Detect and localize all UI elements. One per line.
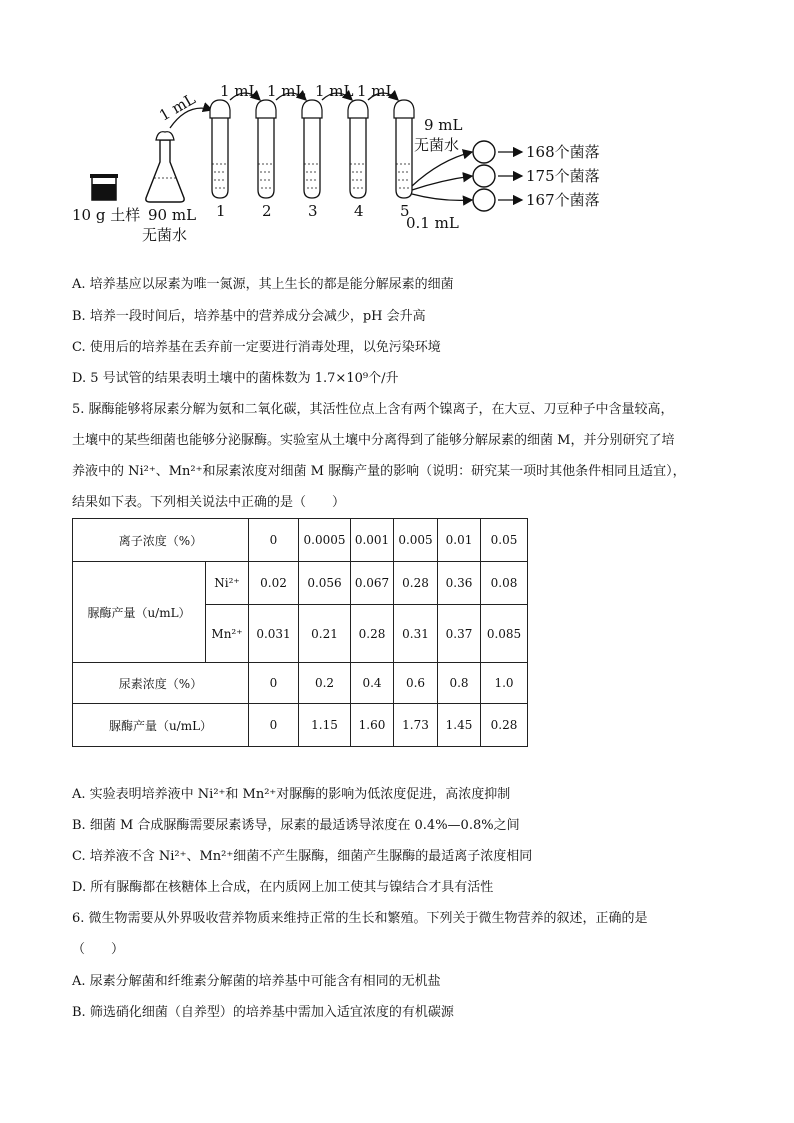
q5-stem-line-1: 5. 脲酶能够将尿素分解为氨和二氧化碳，其活性位点上含有两个镍离子，在大豆、刀豆种子中含量较高，	[72, 402, 674, 417]
table-cell: 1.0	[481, 663, 528, 704]
tube-number-2: 2	[262, 202, 272, 220]
plating-arrows	[412, 152, 472, 200]
water-volume-label: 9 mL	[424, 116, 463, 134]
q5-option-a: A. 实验表明培养液中 Ni²⁺和 Mn²⁺对脲酶的影响为低浓度促进，高浓度抑制	[72, 787, 511, 802]
table-cell: 0.4	[351, 663, 394, 704]
transfer-label-2: 1 mL	[267, 82, 306, 100]
table-cell: 0.005	[394, 519, 438, 562]
table-cell: 0	[249, 704, 299, 747]
ion-concentration-row	[73, 519, 528, 562]
urea-concentration-row	[73, 663, 528, 704]
q4-option-c: C. 使用后的培养基在丢弃前一定要进行消毒处理，以免污染环境	[72, 340, 441, 355]
table-cell: 0.6	[394, 663, 438, 704]
table-cell: 0.28	[351, 605, 394, 663]
flask-volume-label: 90 mL	[148, 206, 197, 224]
q5-stem-line-2: 土壤中的某些细菌也能够分泌脲酶。实验室从土壤中分离得到了能够分解尿素的细菌 M，并分别研究了培	[72, 433, 675, 448]
q4-option-a: A. 培养基应以尿素为唯一氮源，其上生长的都是能分解尿素的细菌	[72, 277, 454, 292]
q5-stem-line-4: 结果如下表。下列相关说法中正确的是（ ）	[72, 495, 346, 510]
q5-option-d: D. 所有脲酶都在核糖体上合成，在内质网上加工使其与镍结合才具有活性	[72, 880, 494, 895]
q5-option-b: B. 细菌 M 合成脲酶需要尿素诱导，尿素的最适诱导浓度在 0.4%—0.8%之间	[72, 818, 520, 833]
table-cell: 0.28	[394, 562, 438, 605]
table-cell: 0.02	[249, 562, 299, 605]
test-tube-4	[348, 100, 368, 198]
tube-number-3: 3	[308, 202, 318, 220]
table-cell: 0.0005	[299, 519, 351, 562]
table-cell: 0.8	[438, 663, 481, 704]
table-cell: 1.45	[438, 704, 481, 747]
tube-number-4: 4	[354, 202, 364, 220]
table-cell: 0.05	[481, 519, 528, 562]
q6-stem-line-1: 6. 微生物需要从外界吸收营养物质来维持正常的生长和繁殖。下列关于微生物营养的叙述，正确的是	[72, 911, 648, 926]
table-cell: 0	[249, 519, 299, 562]
petri-dish-3	[473, 189, 495, 211]
q6-stem-line-2: （ ）	[72, 942, 125, 957]
urea-concentration-header: 尿素浓度（%）	[73, 663, 249, 704]
table-cell: 0.2	[299, 663, 351, 704]
table-cell: 0.36	[438, 562, 481, 605]
soil-sample-label: 10 g 土样	[72, 206, 141, 224]
urease-data-table	[72, 518, 528, 747]
urease-yield-label: 脲酶产量（u/mL）	[73, 562, 206, 663]
table-cell: 0.01	[438, 519, 481, 562]
table-cell: 0.067	[351, 562, 394, 605]
petri-dish-2	[473, 165, 495, 187]
table-cell: 0.001	[351, 519, 394, 562]
tube-number-1: 1	[216, 202, 226, 220]
plate-volume-label: 0.1 mL	[406, 214, 459, 232]
mn-label: Mn²⁺	[206, 605, 249, 663]
colony-count-1: 168个菌落	[526, 143, 600, 161]
table-cell: 0.08	[481, 562, 528, 605]
table-cell: 0	[249, 663, 299, 704]
ni-label: Ni²⁺	[206, 562, 249, 605]
conical-flask-icon	[146, 132, 184, 202]
table-cell: 1.73	[394, 704, 438, 747]
q6-option-a: A. 尿素分解菌和纤维素分解菌的培养基中可能含有相同的无机盐	[72, 974, 441, 989]
soil-beaker-icon	[90, 174, 118, 200]
result-arrows	[498, 152, 522, 200]
urea-yield-row	[73, 704, 528, 747]
test-tube-3	[302, 100, 322, 198]
tube-number-5: 5	[400, 202, 410, 220]
table-cell: 1.60	[351, 704, 394, 747]
water-label: 无菌水	[414, 136, 460, 154]
table-cell: 0.31	[394, 605, 438, 663]
table-cell: 0.28	[481, 704, 528, 747]
colony-count-2: 175个菌落	[526, 167, 600, 185]
colony-count-3: 167个菌落	[526, 191, 600, 209]
serial-dilution-diagram	[70, 80, 630, 250]
table-cell: 1.15	[299, 704, 351, 747]
transfer-label-4: 1 mL	[357, 82, 396, 100]
transfer-label-3: 1 mL	[315, 82, 354, 100]
test-tube-1	[210, 100, 230, 198]
q4-option-d: D. 5 号试管的结果表明土壤中的菌株数为 1.7×10⁹个/升	[72, 371, 399, 386]
transfer-label-1: 1 mL	[220, 82, 259, 100]
ion-concentration-header: 离子浓度（%）	[73, 519, 249, 562]
table-cell: 0.37	[438, 605, 481, 663]
table-cell: 0.21	[299, 605, 351, 663]
q5-option-c: C. 培养液不含 Ni²⁺、Mn²⁺细菌不产生脲酶，细菌产生脲酶的最适离子浓度相同	[72, 849, 533, 864]
flask-water-label: 无菌水	[142, 226, 188, 244]
ni-row	[73, 562, 528, 605]
q5-stem-line-3: 养液中的 Ni²⁺、Mn²⁺和尿素浓度对细菌 M 脲酶产量的影响（说明：研究某一项时其他条件相同且适宜），	[72, 464, 686, 479]
petri-dish-1	[473, 141, 495, 163]
test-tube-5	[394, 100, 414, 198]
table-cell: 0.031	[249, 605, 299, 663]
urease-yield-label-2: 脲酶产量（u/mL）	[73, 704, 249, 747]
q4-option-b: B. 培养一段时间后，培养基中的营养成分会减少，pH 会升高	[72, 309, 426, 324]
q6-option-b: B. 筛选硝化细菌（自养型）的培养基中需加入适宜浓度的有机碳源	[72, 1005, 454, 1020]
table-cell: 0.085	[481, 605, 528, 663]
table-cell: 0.056	[299, 562, 351, 605]
test-tube-2	[256, 100, 276, 198]
transfer-label-0: 1 mL	[156, 89, 199, 125]
